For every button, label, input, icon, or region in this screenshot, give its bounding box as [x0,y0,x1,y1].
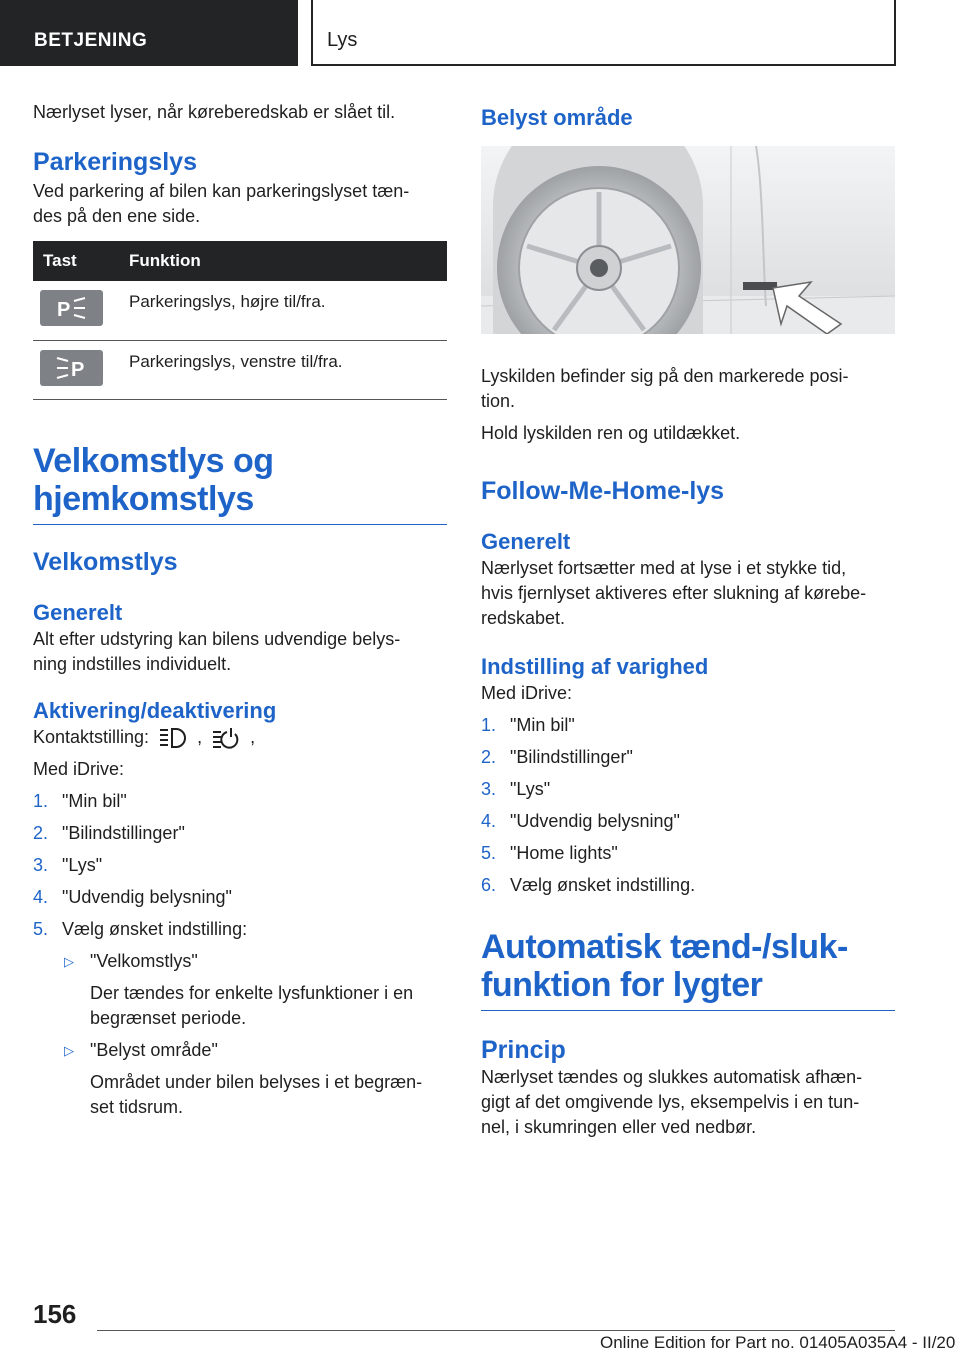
option-desc: Der tændes for enkelte lysfunktioner i en begrænset periode. [90,982,414,1028]
edition-text: Online Edition for Part no. 01405A035A4 - II/20 [600,1333,956,1352]
welcome-heading: Velkomstlys og hjemkomstlys [33,442,447,525]
activation-heading: Aktivering/deaktivering [33,697,277,723]
parking-light-left-icon [55,356,89,380]
chapter-label: Lys [311,0,896,66]
follow-me-heading: Follow-Me-Home-lys [481,477,725,505]
key-table [33,241,447,400]
option-desc: Området under bilen belyses i et begræn- set tidsrum. [90,1071,423,1117]
table-row [33,281,447,340]
contact-label: Kontaktstilling: [33,726,150,747]
page-number: 156 [33,1299,77,1329]
principle-heading: Princip [481,1036,566,1064]
list-item: 2. "Bilindstillinger" [33,822,185,843]
list-item: 3. "Lys" [481,779,551,799]
table-row [33,340,447,399]
svg-text:P: P [56,299,70,320]
idrive-label: Med iDrive: [33,758,125,779]
follow-general-text: Nærlyset fortsætter med at lyse i et stykke tid, hvis fjernlyset aktiveres efter slukning af kørebe- redskabet. [481,558,867,628]
triangle-bullet-icon: ▷ [64,1042,74,1058]
option-item [62,1038,447,1120]
contact-position [33,725,447,750]
section-label: BETJENING [0,0,298,66]
list-item: 1. "Min bil" [33,790,127,811]
parking-heading: Parkeringslys [33,148,197,176]
table-cell-function: Parkeringslys, højre til/fra. [129,281,447,340]
drive-ready-icon [211,726,241,750]
list-item: 1. "Min bil" [481,715,575,735]
footer-divider [97,1330,895,1331]
standby-icon [158,726,188,750]
duration-heading: Indstilling af varighed [481,654,709,679]
list-item: 4. "Udvendig belysning" [33,886,232,907]
table-header-key: Tast [33,241,129,281]
intro-text: Nærlyset lyser, når køreberedskab er slået til. [33,102,396,122]
option-label: "Belyst område" [90,1039,218,1060]
left-column [33,100,447,1127]
separator: , [250,726,256,747]
parking-light-right-button[interactable] [40,290,103,326]
separator: , [197,726,203,747]
option-list [62,949,447,1120]
parking-text: Ved parkering af bilen kan parkeringslyset tæn- des på den ene side. [33,181,410,226]
list-item: 6. Vælg ønsket indstilling. [481,875,696,895]
general-heading: Generelt [33,599,123,625]
list-item: 2. "Bilindstillinger" [481,747,633,767]
principle-text: Nærlyset tændes og slukkes automatisk afhæn- gigt af det omgivende lys, eksempelvis i en tun- nel, i skumringen eller ved nedbør. [481,1067,863,1137]
follow-idrive-label: Med iDrive: [481,683,573,703]
follow-general-heading: Generelt [481,529,571,554]
general-text: Alt efter udstyring kan bilens udvendige belys- ning indstilles individuelt. [33,628,401,674]
list-item: 3. "Lys" [33,854,103,875]
parking-light-left-button[interactable] [40,350,103,386]
lit-area-text-2: Hold lyskilden ren og utildækket. [481,423,741,443]
table-header-function: Funktion [129,241,447,281]
page-footer [0,1295,960,1362]
list-item: 5. "Home lights" [481,843,618,863]
auto-light-heading: Automatisk tænd-/sluk- funktion for lygter [481,928,895,1011]
option-item [62,949,447,1031]
wheel-image [481,146,895,334]
triangle-bullet-icon: ▷ [64,953,74,969]
follow-steps [481,713,895,898]
parking-light-right-icon [55,296,89,320]
table-cell-function: Parkeringslys, venstre til/fra. [129,340,447,399]
lit-area-heading: Belyst område [481,105,633,130]
list-item: 4. "Udvendig belysning" [481,811,680,831]
lit-area-text-1: Lyskilden befinder sig på den markerede posi- tion. [481,366,849,411]
welcome-subheading: Velkomstlys [33,547,178,576]
list-item: 5. Vælg ønsket indstilling: ▷ "Velkomstlys" Der tændes for enkelte lysfunktioner i en begrænset periode. ▷ "Belyst område" Området under bilen belyses i et begræn- set tidsrum. [33,917,447,1120]
option-label: "Velkomstlys" [90,950,198,971]
svg-text:P: P [70,358,84,380]
welcome-steps [33,789,447,1120]
right-column [481,100,895,1147]
page-header [0,0,960,66]
